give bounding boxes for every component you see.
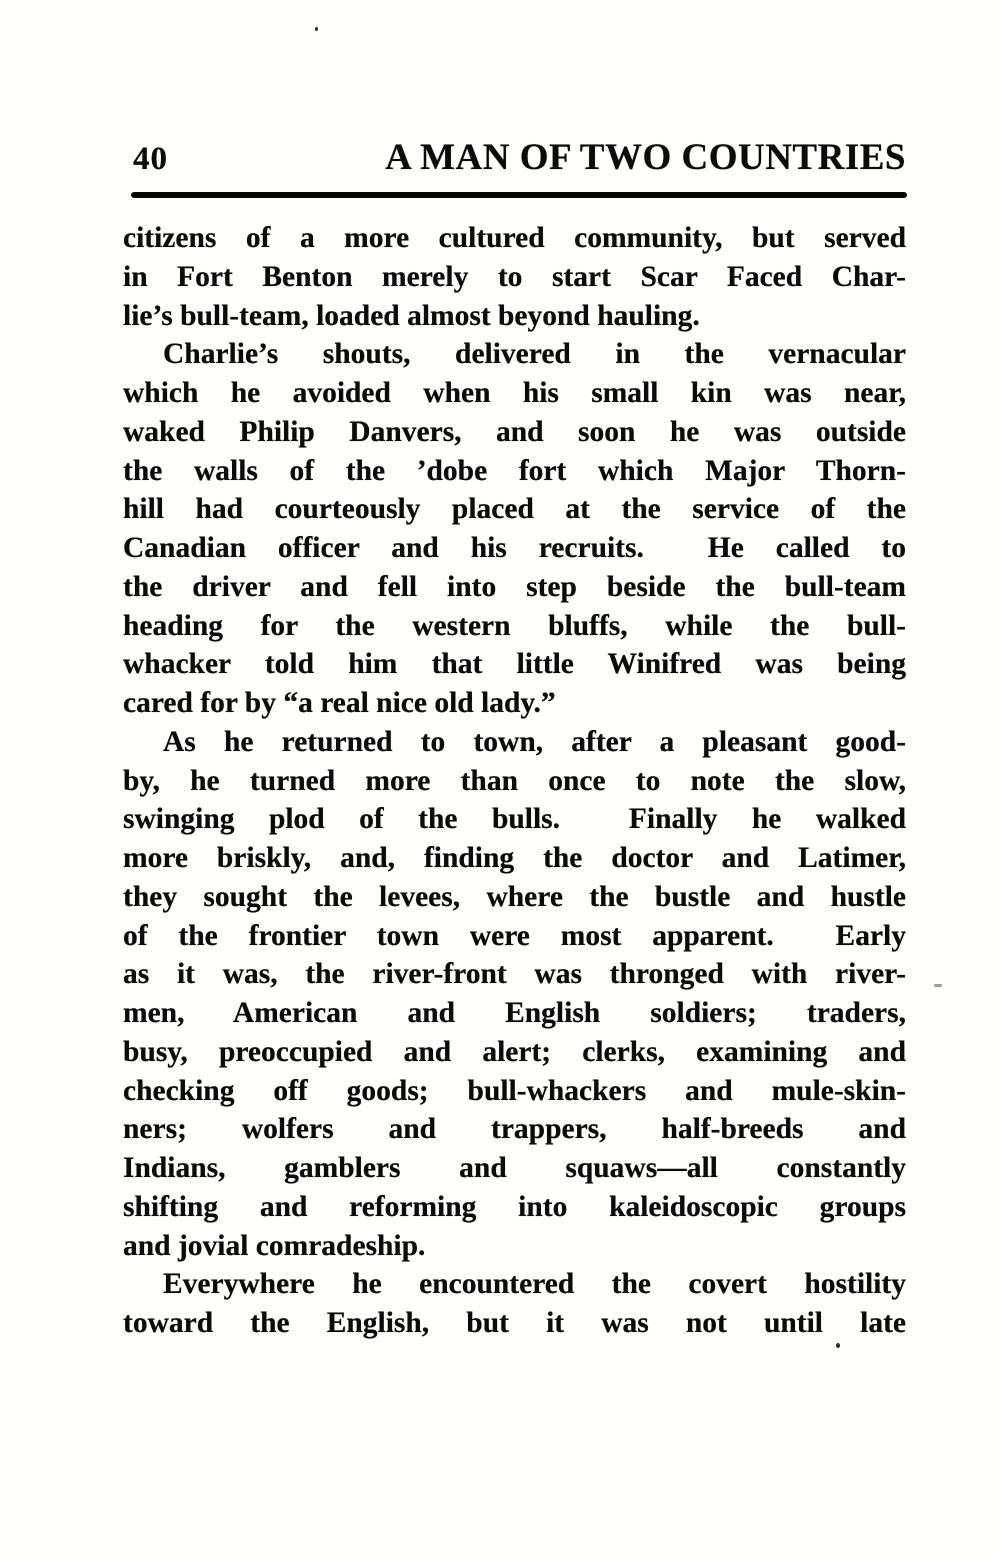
text-line: Indians, gamblers and squaws—all constantly [123, 1152, 906, 1184]
text-line: Charlie’s shouts, delivered in the vernacular [163, 338, 906, 371]
text-line: heading for the western bluffs, while the bull- [123, 609, 906, 642]
header-rule [131, 192, 907, 198]
text-line: citizens of a more cultured community, but served [123, 222, 906, 254]
text-line: hill had courteously placed at the service of the [123, 493, 906, 526]
text-line: in Fort Benton merely to start Scar Faced Char- [123, 260, 906, 293]
text-line: busy, preoccupied and alert; clerks, examining and [123, 1035, 906, 1068]
text-line: and jovial comradeship. [123, 1229, 426, 1262]
scan-noise-speck [315, 27, 318, 31]
text-line: of the frontier town were most apparent. Early [123, 919, 906, 952]
text-line: Canadian officer and his recruits. He called to [123, 532, 906, 564]
text-line: cared for by “a real nice old lady.” [123, 687, 556, 719]
running-title: A MAN OF TWO COUNTRIES [385, 137, 906, 178]
text-line: waked Philip Danvers, and soon he was outside [123, 415, 906, 448]
text-line: ners; wolfers and trappers, half-breeds and [123, 1113, 906, 1146]
text-line: which he avoided when his small kin was near, [123, 377, 906, 409]
text-line: whacker told him that little Winifred was being [123, 648, 906, 681]
running-head [133, 136, 906, 179]
text-line: the driver and fell into step beside the bull-team [123, 570, 906, 603]
text-line: lie’s bull-team, loaded almost beyond hauling. [123, 299, 700, 332]
text-block [123, 219, 906, 1343]
text-line: swinging plod of the bulls. Finally he walked [123, 803, 906, 836]
text-line: more briskly, and, finding the doctor and Latimer, [123, 842, 906, 874]
text-line: checking off goods; bull-whackers and mule-skin- [123, 1074, 906, 1107]
text-line: by, he turned more than once to note the slow, [123, 764, 906, 797]
text-line: the walls of the ’dobe fort which Major Thorn- [123, 454, 906, 487]
text-line: they sought the levees, where the bustle and hustle [123, 880, 906, 913]
text-line: as it was, the river-front was thronged with river- [123, 958, 906, 991]
page-number: 40 [133, 141, 168, 177]
text-line: Everywhere he encountered the covert hostility [163, 1268, 906, 1301]
text-line: shifting and reforming into kaleidoscopic groups [123, 1190, 906, 1223]
text-line: As he returned to town, after a pleasant good- [163, 725, 906, 758]
text-line: toward the English, but it was not until late [123, 1307, 906, 1339]
text-line: men, American and English soldiers; traders, [123, 997, 906, 1029]
scan-noise-speck [836, 1343, 840, 1348]
scan-noise-speck [934, 984, 942, 987]
